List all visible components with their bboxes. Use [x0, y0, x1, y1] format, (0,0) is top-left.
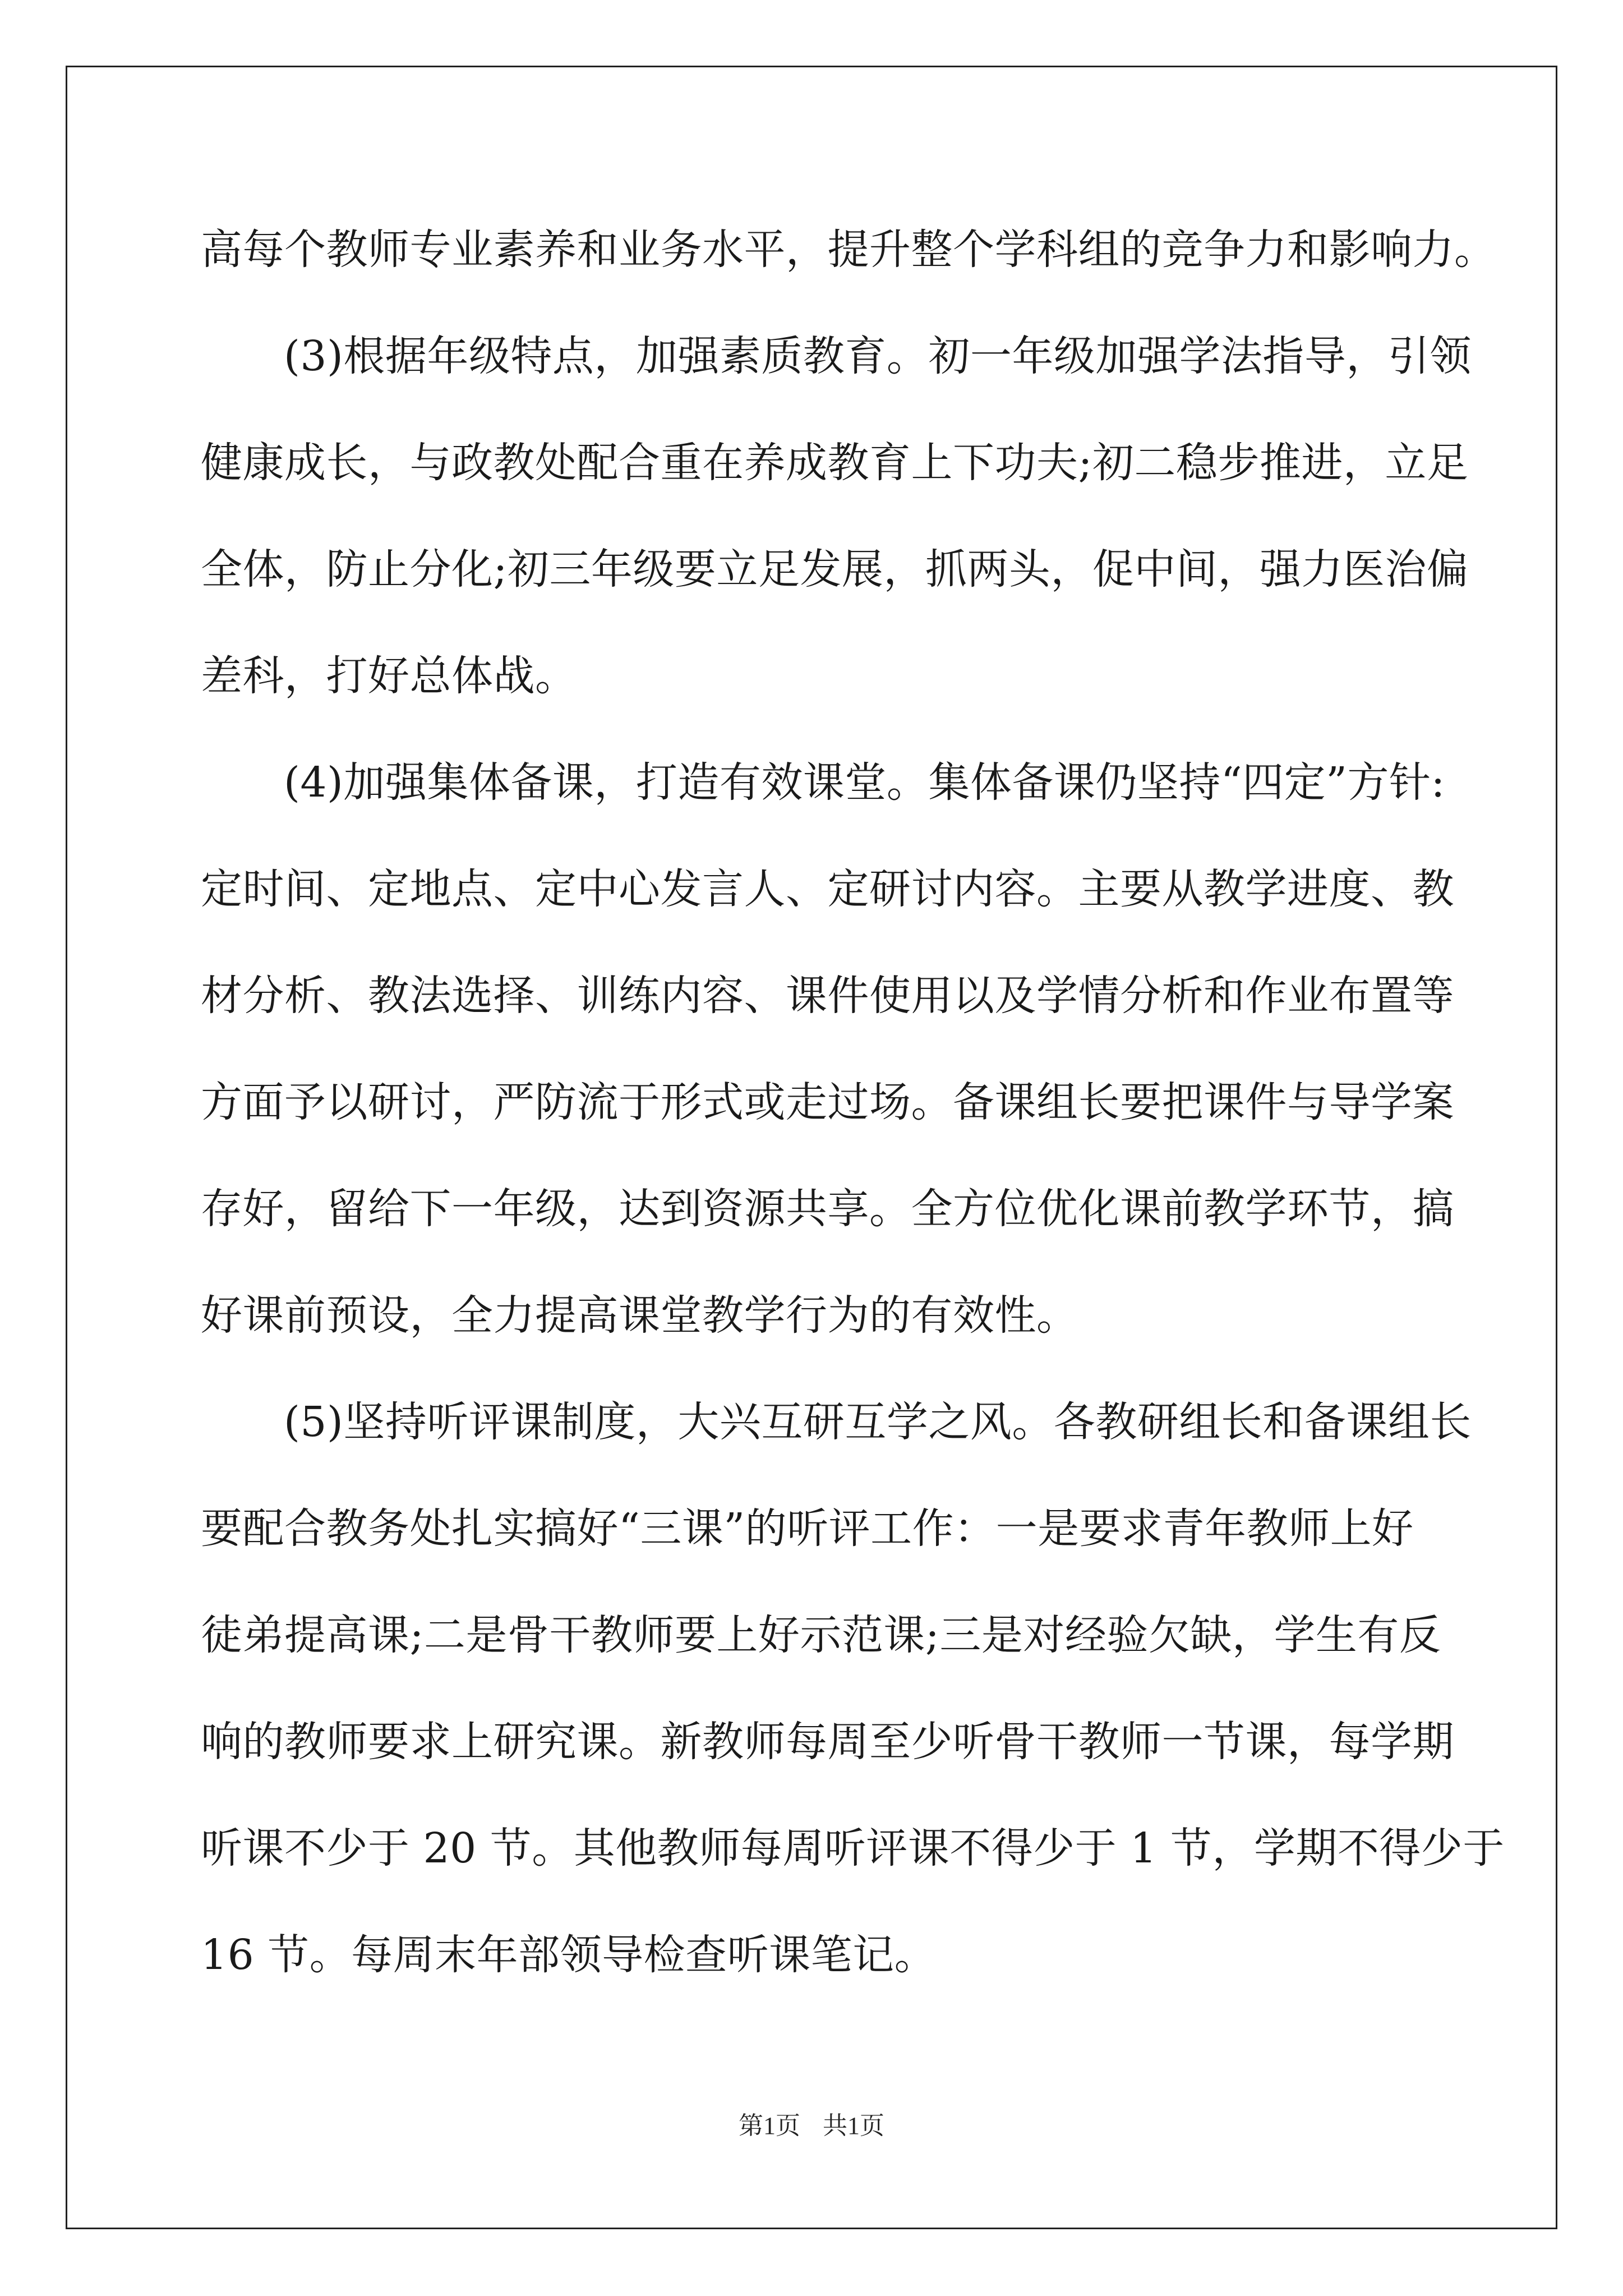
paragraph-line: 存好，留给下一年级，达到资源共享。全方位优化课前教学环节，搞: [201, 1185, 1454, 1233]
paragraph-line: 响的教师要求上研究课。新教师每周至少听骨干教师一节课，每学期: [201, 1718, 1454, 1766]
paragraph-line: 听课不少于 20 节。其他教师每周听评课不得少于 1 节，学期不得少于: [201, 1824, 1505, 1872]
page-number-total: 共1页: [823, 2112, 884, 2139]
page-footer: [0, 2109, 1623, 2143]
paragraph-line: 差科，打好总体战。: [201, 652, 577, 700]
paragraph-line: 定时间、定地点、定中心发言人、定研讨内容。主要从教学进度、教: [201, 865, 1454, 913]
paragraph-line: 要配合教务处扎实搞好“三课”的听评工作：一是要求青年教师上好: [201, 1504, 1414, 1553]
paragraph-line: (3)根据年级特点，加强素质教育。初一年级加强学法指导，引领: [284, 332, 1472, 380]
document-body: [201, 196, 1505, 2008]
paragraph-line: 方面予以研讨，严防流于形式或走过场。备课组长要把课件与导学案: [201, 1078, 1454, 1126]
paragraph-line: (4)加强集体备课，打造有效课堂。集体备课仍坚持“四定”方针:: [284, 758, 1445, 807]
paragraph-line: 好课前预设，全力提高课堂教学行为的有效性。: [201, 1291, 1078, 1340]
paragraph-line: 徒弟提高课;二是骨干教师要上好示范课;三是对经验欠缺，学生有反: [201, 1611, 1441, 1659]
paragraph-line: 健康成长，与政教处配合重在养成教育上下功夫;初二稳步推进，立足: [201, 439, 1469, 487]
page-number-current: 第1页: [739, 2112, 800, 2139]
paragraph-line: 全体，防止分化;初三年级要立足发展，抓两头，促中间，强力医治偏: [201, 545, 1469, 593]
paragraph-line: 16 节。每周末年部领导检查听课笔记。: [201, 1931, 937, 1979]
paragraph-line: 高每个教师专业素养和业务水平，提升整个学科组的竞争力和影响力。: [201, 226, 1496, 274]
paragraph-line: (5)坚持听评课制度，大兴互研互学之风。各教研组长和备课组长: [284, 1398, 1472, 1446]
paragraph-line: 材分析、教法选择、训练内容、课件使用以及学情分析和作业布置等: [201, 972, 1454, 1020]
